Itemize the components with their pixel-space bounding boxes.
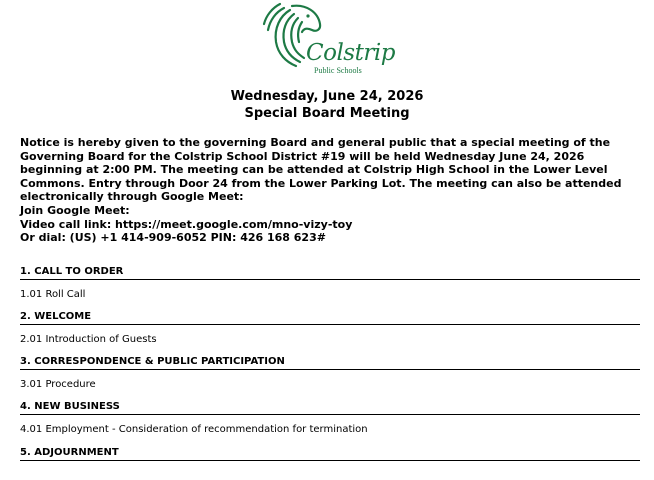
- meeting-notice: [20, 136, 645, 245]
- agenda-item: 4.01 Employment - Consideration of recommendation for termination: [20, 424, 368, 435]
- section-heading: 4. NEW BUSINESS: [20, 401, 640, 415]
- video-call-link[interactable]: Video call link: https://meet.google.com/mno-vizy-toy: [20, 217, 353, 231]
- meeting-title: Special Board Meeting: [244, 106, 410, 121]
- logo-subtitle: Public Schools: [314, 66, 362, 75]
- meeting-date: Wednesday, June 24, 2026: [230, 89, 424, 104]
- agenda-item: 3.01 Procedure: [20, 379, 96, 390]
- section-heading: 3. CORRESPONDENCE & PUBLIC PARTICIPATION: [20, 356, 640, 370]
- notice-paragraph: Notice is hereby given to the governing Board and general public that a special meeting of the Governing Board for the Colstrip School District #19 will be held Wednesday June 24, 2026 beginning at 2:00 PM. The meeting can be attended at Colstrip High School in the Lower Level Commons. Entry through Door 24 from the Lower Parking Lot. The meeting can also be attended electronically through Google Meet:: [20, 136, 622, 204]
- section-heading: 2. WELCOME: [20, 311, 640, 325]
- logo-wordmark: Colstrip: [306, 40, 395, 66]
- agenda-item: 2.01 Introduction of Guests: [20, 334, 157, 345]
- section-heading: 1. CALL TO ORDER: [20, 266, 640, 280]
- join-label: Join Google Meet:: [20, 203, 130, 217]
- agenda-item: 1.01 Roll Call: [20, 289, 86, 300]
- colstrip-logo: [262, 2, 412, 82]
- dial-in-info: Or dial: (US) +1 414-909-6052 PIN: 426 168 623#: [20, 231, 326, 245]
- section-heading: 5. ADJOURNMENT: [20, 447, 640, 461]
